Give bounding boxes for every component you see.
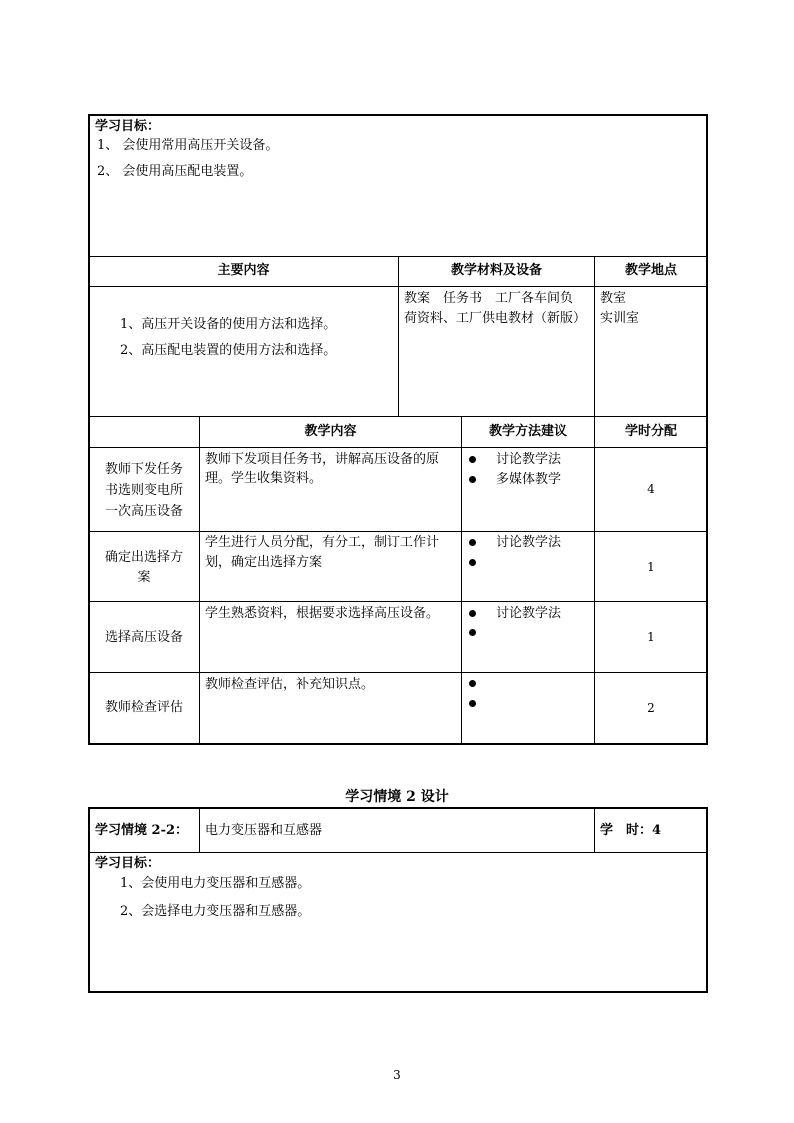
location-item: 教室 — [600, 291, 627, 306]
header-main-content: 主要内容 — [217, 263, 270, 278]
objective-item: 1、会使用电力变压器和互感器。 — [120, 876, 311, 891]
method-item — [469, 553, 496, 572]
header-materials: 教学材料及设备 — [450, 263, 542, 278]
method-label: 讨论教学法 — [496, 535, 562, 550]
materials-line: 荷资料、工厂供电教材（新版） — [404, 311, 587, 326]
method-label: 多媒体教学 — [496, 472, 562, 487]
situation-label: 学习情境 2-2： — [95, 823, 189, 838]
bullet-icon — [469, 629, 476, 636]
objectives-label: 学习目标： — [95, 119, 161, 134]
stage-cell: 一次高压设备 — [104, 504, 183, 519]
method-item — [469, 623, 496, 642]
bullet-icon — [469, 680, 476, 687]
bullet-icon — [469, 539, 476, 546]
stage-cell: 教师检查评估 — [104, 700, 183, 715]
stage-cell: 书选则变电所 — [104, 483, 183, 498]
materials-line: 教案 任务书 工厂各车间负 — [404, 291, 574, 306]
header-hours: 学时分配 — [624, 424, 677, 439]
objective-item: 1、 会使用常用高压开关设备。 — [97, 138, 279, 153]
teaching-content-cell: 划，确定出选择方案 — [205, 555, 323, 570]
location-item: 实训室 — [600, 311, 640, 326]
hours-label: 学 时：4 — [600, 823, 662, 838]
bullet-icon — [469, 610, 476, 617]
page-number: 3 — [393, 1068, 401, 1082]
header-method: 教学方法建议 — [488, 424, 567, 439]
teaching-content-cell: 学生进行人员分配，有分工，制订工作计 — [205, 535, 440, 550]
header-location: 教学地点 — [624, 263, 677, 278]
stage-cell: 确定出选择方 — [104, 550, 183, 565]
method-label: 讨论教学法 — [496, 606, 562, 621]
content-item: 2、高压配电装置的使用方法和选择。 — [120, 343, 337, 358]
method-label: 讨论教学法 — [496, 452, 562, 467]
hours-cell: 1 — [647, 560, 655, 574]
method-item — [469, 694, 496, 713]
stage-cell: 案 — [137, 570, 151, 585]
teaching-content-cell: 学生熟悉资料，根据要求选择高压设备。 — [205, 606, 440, 621]
hours-cell: 4 — [647, 482, 655, 496]
teaching-content-cell: 理。学生收集资料。 — [205, 471, 323, 486]
bullet-icon — [469, 559, 476, 566]
objective-item: 2、会选择电力变压器和互感器。 — [120, 904, 311, 919]
content-item: 1、高压开关设备的使用方法和选择。 — [120, 317, 337, 332]
objective-item: 2、 会使用高压配电装置。 — [97, 164, 253, 179]
hours-cell: 2 — [647, 701, 655, 715]
bullet-icon — [469, 456, 476, 463]
method-item — [469, 450, 561, 469]
hours-cell: 1 — [647, 630, 655, 644]
situation-name: 电力变压器和互感器 — [205, 823, 323, 838]
bullet-icon — [469, 700, 476, 707]
stage-cell: 选择高压设备 — [104, 630, 183, 645]
method-item — [469, 533, 561, 552]
teaching-content-cell: 教师下发项目任务书，讲解高压设备的原 — [205, 452, 440, 467]
method-item — [469, 604, 561, 623]
method-item — [469, 674, 496, 693]
header-teaching-content: 教学内容 — [304, 424, 357, 439]
method-item — [469, 470, 561, 489]
teaching-content-cell: 教师检查评估，补充知识点。 — [205, 677, 375, 692]
bullet-icon — [469, 476, 476, 483]
stage-cell: 教师下发任务 — [104, 462, 183, 477]
objectives-label: 学习目标： — [95, 856, 161, 871]
section-title: 学习情境 2 设计 — [345, 789, 449, 805]
